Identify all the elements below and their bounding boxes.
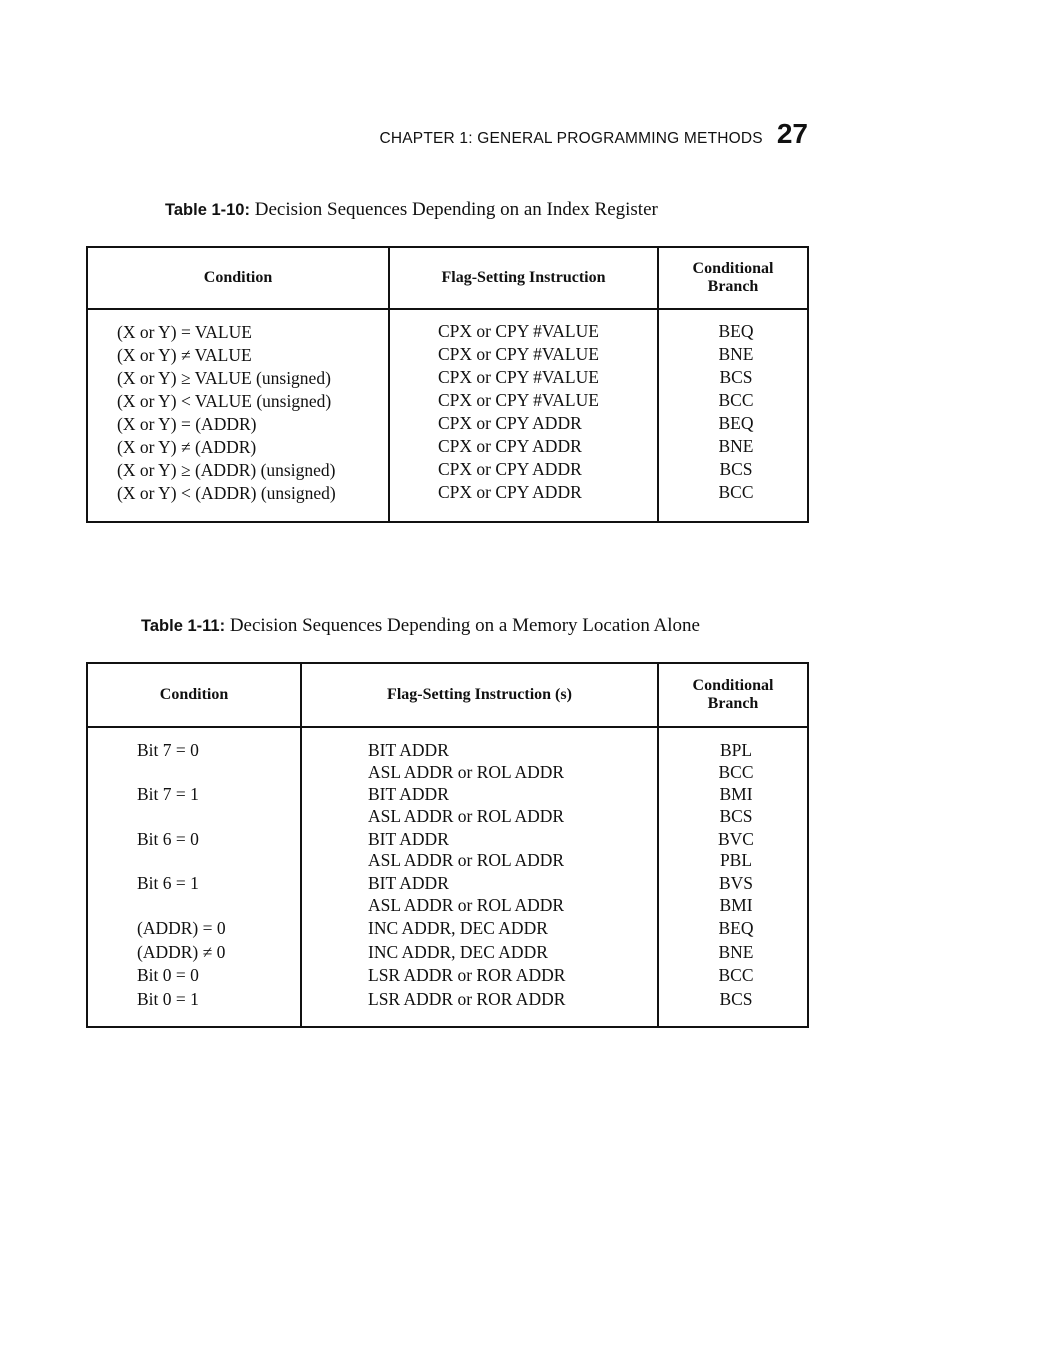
chapter-title: CHAPTER 1: GENERAL PROGRAMMING METHODS xyxy=(379,130,763,147)
condition-cell: (X or Y) < (ADDR) (unsigned) xyxy=(117,483,336,503)
branch-cell: BMI xyxy=(719,784,753,805)
condition-cell: (X or Y) ≠ (ADDR) xyxy=(117,437,257,457)
condition-cell xyxy=(137,894,226,918)
condition-cell xyxy=(137,761,226,785)
header-condition: Condition xyxy=(159,686,229,703)
header-branch: Conditional Branch xyxy=(692,260,774,295)
branch-cell: BVS xyxy=(718,872,754,893)
instruction-cell: LSR ADDR or ROR ADDR xyxy=(368,988,566,1009)
branch-cell: PBL xyxy=(719,850,753,871)
condition-cell: Bit 0 = 0 xyxy=(137,965,199,986)
instruction-cell: ASL ADDR or ROL ADDR xyxy=(368,806,565,827)
index-register-table xyxy=(86,246,809,523)
instruction-cell: CPX or CPY ADDR xyxy=(438,436,582,456)
branch-cell: BNE xyxy=(718,344,754,364)
condition-cell: Bit 0 = 1 xyxy=(137,988,199,1009)
branch-cell: BCC xyxy=(718,390,754,410)
header-branch: Conditional Branch xyxy=(692,677,774,712)
table-header-row xyxy=(88,664,807,728)
branch-cell: BEQ xyxy=(718,413,754,433)
instruction-cell: CPX or CPY #VALUE xyxy=(438,344,599,364)
condition-cell: (X or Y) < VALUE (unsigned) xyxy=(117,391,332,411)
branch-cell: BCS xyxy=(719,988,753,1009)
table-header-row xyxy=(88,248,807,310)
instruction-cell: INC ADDR, DEC ADDR xyxy=(368,918,548,939)
table-label: Table 1-11: xyxy=(141,617,226,635)
condition-cell: (ADDR) = 0 xyxy=(137,918,226,939)
branch-cell: BCC xyxy=(718,965,754,986)
condition-cell: Bit 6 = 0 xyxy=(137,828,199,849)
condition-cell: (X or Y) ≠ VALUE xyxy=(117,345,252,365)
condition-cell: (X or Y) ≥ (ADDR) (unsigned) xyxy=(117,460,336,480)
instruction-cell: ASL ADDR or ROL ADDR xyxy=(368,894,565,915)
branch-cell: BVC xyxy=(718,828,754,849)
branch-cell: BEQ xyxy=(718,321,754,341)
branch-cell: BCS xyxy=(719,806,753,827)
branch-cell: BMI xyxy=(719,894,753,915)
branch-cell: BCS xyxy=(719,367,753,387)
header-instruction: Flag-Setting Instruction xyxy=(441,269,606,286)
memory-location-table xyxy=(86,662,809,1028)
condition-cell: Bit 6 = 1 xyxy=(137,872,199,893)
branch-cell: BNE xyxy=(718,436,754,456)
branch-cell: BNE xyxy=(718,941,754,962)
branch-cell: BPL xyxy=(719,740,753,760)
condition-cell: Bit 7 = 1 xyxy=(137,784,199,805)
condition-column xyxy=(137,740,226,1011)
condition-cell: (X or Y) = VALUE xyxy=(117,322,252,342)
branch-cell: BCS xyxy=(719,459,753,479)
instruction-cell: CPX or CPY ADDR xyxy=(438,413,582,433)
condition-column xyxy=(117,321,336,505)
instruction-cell: CPX or CPY ADDR xyxy=(438,459,582,479)
table-caption xyxy=(141,615,700,637)
condition-cell xyxy=(137,805,226,829)
table-label: Table 1-10: xyxy=(165,201,250,219)
page-header xyxy=(0,118,808,150)
instruction-cell: CPX or CPY ADDR xyxy=(438,482,582,502)
branch-cell: BCC xyxy=(718,482,754,502)
table-title: Decision Sequences Depending on a Memory Location Alone xyxy=(229,615,700,636)
branch-column xyxy=(698,320,774,504)
condition-cell: (X or Y) ≥ VALUE (unsigned) xyxy=(117,368,331,388)
header-condition: Condition xyxy=(203,269,273,286)
instruction-cell: BIT ADDR xyxy=(368,740,449,760)
instruction-column xyxy=(438,320,599,504)
instruction-column xyxy=(368,740,565,1011)
condition-cell xyxy=(137,849,226,873)
instruction-cell: INC ADDR, DEC ADDR xyxy=(368,941,548,962)
header-instruction: Flag-Setting Instruction (s) xyxy=(387,686,572,703)
branch-cell: BCC xyxy=(718,761,754,782)
instruction-cell: BIT ADDR xyxy=(368,784,449,805)
instruction-cell: BIT ADDR xyxy=(368,872,449,893)
condition-cell: (ADDR) ≠ 0 xyxy=(137,941,226,962)
branch-column xyxy=(698,740,774,1011)
instruction-cell: ASL ADDR or ROL ADDR xyxy=(368,850,565,871)
instruction-cell: CPX or CPY #VALUE xyxy=(438,367,599,387)
branch-cell: BEQ xyxy=(718,918,754,939)
instruction-cell: LSR ADDR or ROR ADDR xyxy=(368,965,566,986)
instruction-cell: ASL ADDR or ROL ADDR xyxy=(368,761,565,782)
table-title: Decision Sequences Depending on an Index Register xyxy=(254,199,658,220)
condition-cell: Bit 7 = 0 xyxy=(137,740,199,760)
condition-cell: (X or Y) = (ADDR) xyxy=(117,414,257,434)
table-caption xyxy=(165,199,658,221)
instruction-cell: CPX or CPY #VALUE xyxy=(438,390,599,410)
page-number: 27 xyxy=(776,118,808,149)
instruction-cell: BIT ADDR xyxy=(368,828,449,849)
instruction-cell: CPX or CPY #VALUE xyxy=(438,321,599,341)
